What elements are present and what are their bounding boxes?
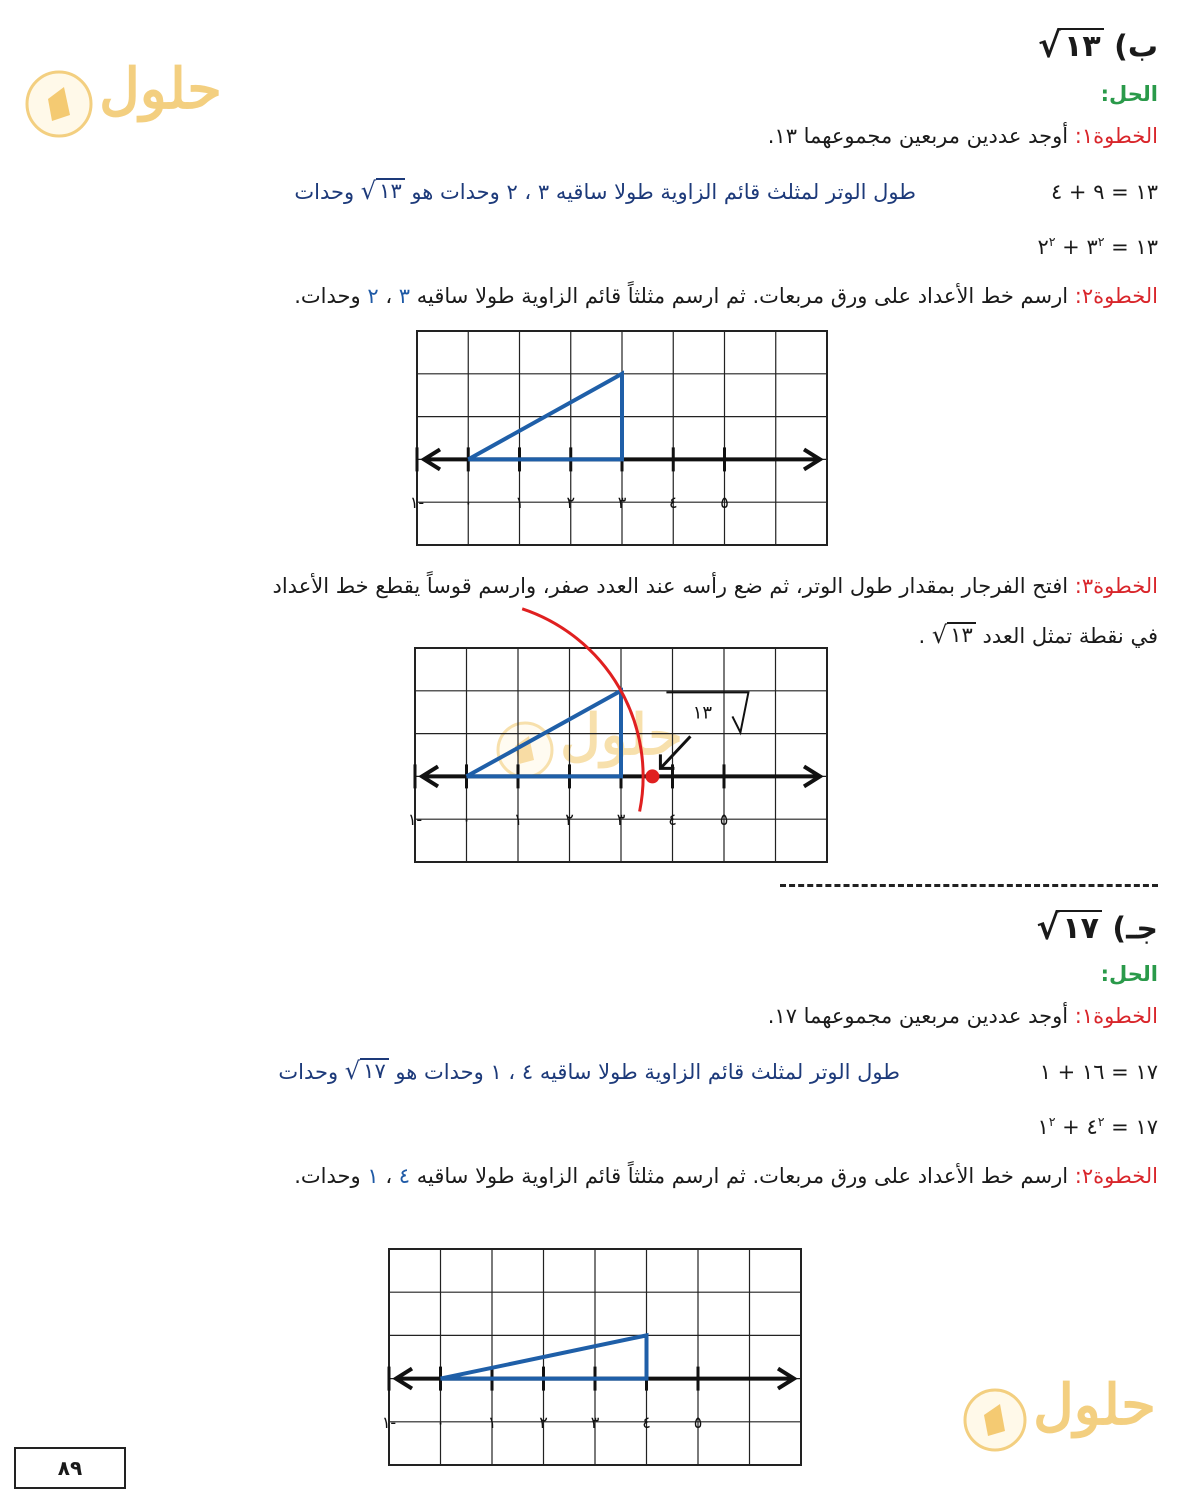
- sqrt-13: √ ١٣: [932, 622, 976, 647]
- watermark-text: حلول: [560, 702, 683, 768]
- pointer-arrow: [660, 736, 690, 768]
- hypotenuse-text: طول الوتر لمثلث قائم الزاوية طولا ساقيه ٤ ، ١ وحدات هو √ ١٧ وحدات: [278, 1056, 900, 1085]
- step-3: الخطوة٣: افتح الفرجار بمقدار طول الوتر، ثم ضع رأسه عند العدد صفر، وارسم قوساً يقطع خط الأعداد: [272, 574, 1158, 598]
- page-number: ٨٩: [14, 1447, 126, 1489]
- tick-label: ٢: [539, 1412, 548, 1432]
- tick-label: ٤: [668, 493, 678, 513]
- tick-label: ٠: [463, 493, 473, 513]
- tick-label: ١-: [407, 810, 423, 830]
- watermark-logo-bottom: [962, 1372, 1156, 1453]
- number-line-figure-3: [381, 1248, 802, 1466]
- tick-label: ٣: [617, 493, 627, 513]
- equation-squares: ١٣ = $٣^٢$ + $٢^٢$: [1037, 234, 1158, 259]
- part-label: جـ): [1112, 911, 1158, 947]
- tick-label: ٢: [566, 493, 576, 513]
- step-1: [768, 124, 1158, 148]
- part-b-heading: [1038, 25, 1158, 66]
- hypotenuse-text: طول الوتر لمثلث قائم الزاوية طولا ساقيه ٣ ، ٢ وحدات هو √ ١٣ وحدات: [294, 176, 916, 205]
- part-c-heading: [1036, 907, 1158, 948]
- step-3-continued: في نقطة تمثل العدد √ ١٣ .: [918, 620, 1158, 649]
- tick-label: ٤: [642, 1412, 651, 1432]
- sqrt-17: √ ١٧: [345, 1058, 389, 1083]
- sqrt-17-heading: √ ١٧: [1036, 910, 1102, 945]
- tick-label: ١: [515, 493, 524, 513]
- sqrt-label: ١٣: [692, 702, 713, 724]
- step-text: أوجد عددين مربعين مجموعهما ١٣.: [767, 124, 1069, 148]
- tick-label: ٥: [720, 493, 729, 513]
- tick-label: ١-: [409, 493, 425, 513]
- step-1: [768, 1004, 1158, 1028]
- number-line-figure-1: [409, 330, 828, 546]
- step-label: الخطوة٢:: [1074, 1164, 1158, 1188]
- step-label: الخطوة٣:: [1074, 574, 1158, 598]
- tick-label: ٥: [693, 1412, 703, 1432]
- sqrt-point: [645, 769, 659, 783]
- equation-squares: ١٧ = $٤^٢$ + $١^٢$: [1037, 1114, 1158, 1139]
- step-2: الخطوة٢: ارسم خط الأعداد على ورق مربعات. ثم ارسم مثلثاً قائم الزاوية طولا ساقيه ٤ ، ١ وحدات.: [294, 1164, 1158, 1188]
- number-line-figure-2: [407, 647, 828, 863]
- step-2: الخطوة٢: ارسم خط الأعداد على ورق مربعات. ثم ارسم مثلثاً قائم الزاوية طولا ساقيه ٣ ، ٢ وحدات.: [294, 284, 1158, 308]
- tick-label: ١: [487, 1412, 497, 1432]
- watermark-logo-top: [24, 56, 222, 139]
- tick-label: ٤: [668, 810, 677, 830]
- sqrt-13: √ ١٣: [361, 178, 405, 203]
- step-label: الخطوة١:: [1074, 124, 1158, 148]
- watermark-text: حلول: [99, 56, 222, 122]
- tick-label: ٥: [719, 810, 729, 830]
- solution-label: الحل:: [1100, 962, 1158, 986]
- step-label: الخطوة٢:: [1074, 284, 1158, 308]
- equation-sum: ١٧ = ١٦ + ١: [1039, 1060, 1158, 1084]
- solution-label: الحل:: [1100, 82, 1158, 106]
- tick-label: ١: [513, 810, 523, 830]
- tick-label: ٣: [590, 1412, 600, 1432]
- part-label: ب): [1114, 29, 1158, 65]
- tick-label: ١-: [381, 1412, 397, 1432]
- tick-label: ٢: [565, 810, 574, 830]
- tick-label: ٠: [462, 810, 471, 830]
- sqrt-13-heading: √ ١٣: [1038, 28, 1104, 63]
- step-label: الخطوة١:: [1074, 1004, 1158, 1028]
- step-text: أوجد عددين مربعين مجموعهما ١٧.: [767, 1004, 1069, 1028]
- tick-label: ٣: [616, 810, 626, 830]
- section-divider: [780, 884, 1158, 887]
- equation-sum: ١٣ = ٩ + ٤: [1050, 180, 1158, 204]
- tick-label: ٠: [436, 1412, 445, 1432]
- watermark-text: حلول: [1033, 1372, 1156, 1438]
